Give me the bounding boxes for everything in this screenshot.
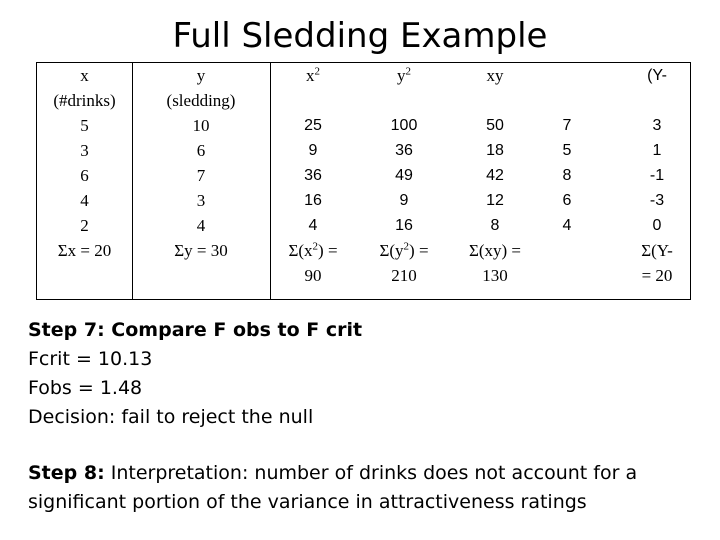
table-cell: 9 [308, 142, 318, 159]
column-header: xy [486, 66, 504, 85]
column-total: Σx = 20 [57, 241, 112, 260]
table-cell: 16 [395, 217, 413, 234]
column-x-squared [270, 63, 356, 299]
column-header: (Y- [647, 67, 667, 84]
table-cell: 4 [80, 191, 89, 210]
interpretation-text-cont: significant portion of the variance in attractiveness ratings [28, 491, 587, 513]
column-x [37, 63, 132, 299]
table-cell: 8 [490, 217, 500, 234]
interpretation-text: Interpretation: number of drinks does not account for a [104, 462, 638, 484]
column-predicted [538, 63, 596, 299]
slide-title: Full Sledding Example [172, 16, 548, 56]
table-cell: 36 [395, 142, 413, 159]
table-cell: 3 [652, 117, 662, 134]
column-total-value: 210 [391, 266, 417, 285]
column-header-line: (#drinks) [53, 91, 116, 110]
step-8-block [28, 459, 637, 517]
column-y [132, 63, 270, 299]
table-cell: 5 [562, 142, 572, 159]
table-cell: -1 [649, 167, 665, 184]
column-header: $x^2$ [306, 65, 320, 85]
column-total: Σ(xy) = [468, 241, 522, 260]
table-cell: 6 [562, 192, 572, 209]
table-cell: 5 [80, 116, 89, 135]
table-cell: 4 [308, 217, 318, 234]
column-header-line: y [196, 66, 206, 85]
table-cell: 3 [196, 191, 206, 210]
table-cell: 50 [486, 117, 504, 134]
table-cell: 9 [399, 192, 409, 209]
table-cell: 7 [562, 117, 572, 134]
column-total-value: 90 [304, 266, 322, 285]
table-cell: 8 [562, 167, 572, 184]
column-residual [622, 63, 692, 299]
table-cell: 0 [652, 217, 662, 234]
decision-line: Decision: fail to reject the null [28, 406, 314, 428]
table-cell: 25 [304, 117, 322, 134]
column-total: Σ(Y- [641, 241, 673, 260]
table-cell: 6 [80, 166, 89, 185]
table-cell: 4 [562, 217, 572, 234]
column-total: $\Sigma(x^2)$ = [288, 240, 338, 260]
table-cell: 49 [395, 167, 413, 184]
table-cell: 42 [486, 167, 504, 184]
table-cell: 10 [192, 116, 210, 135]
column-total: $\Sigma(y^2)$ = [379, 240, 429, 260]
table-cell: 18 [486, 142, 504, 159]
table-cell: 6 [196, 141, 206, 160]
column-y-squared [356, 63, 452, 299]
column-total-value: = 20 [641, 266, 673, 285]
fobs-line: Fobs = 1.48 [28, 377, 143, 399]
step-7-block [28, 316, 362, 432]
column-header-line: (sledding) [166, 91, 236, 110]
table-cell: 2 [80, 216, 89, 235]
fcrit-line: Fcrit = 10.13 [28, 348, 153, 370]
column-total-value: 130 [482, 266, 508, 285]
table-cell: 16 [304, 192, 322, 209]
table-cell: 100 [390, 117, 418, 134]
table-cell: 1 [652, 142, 662, 159]
table-cell: 12 [486, 192, 504, 209]
table-cell: 36 [304, 167, 322, 184]
column-header: $y^2$ [397, 65, 411, 85]
table-cell: -3 [649, 192, 665, 209]
table-cell: 7 [196, 166, 206, 185]
step-8-heading: Step 8: [28, 462, 105, 484]
column-total: Σy = 30 [174, 241, 228, 260]
column-xy [452, 63, 538, 299]
step-7-heading: Step 7: Compare F obs to F crit [28, 319, 363, 341]
table-cell: 3 [80, 141, 89, 160]
table-cell: 4 [196, 216, 206, 235]
column-header-line: x [80, 66, 89, 85]
data-table [36, 62, 691, 300]
